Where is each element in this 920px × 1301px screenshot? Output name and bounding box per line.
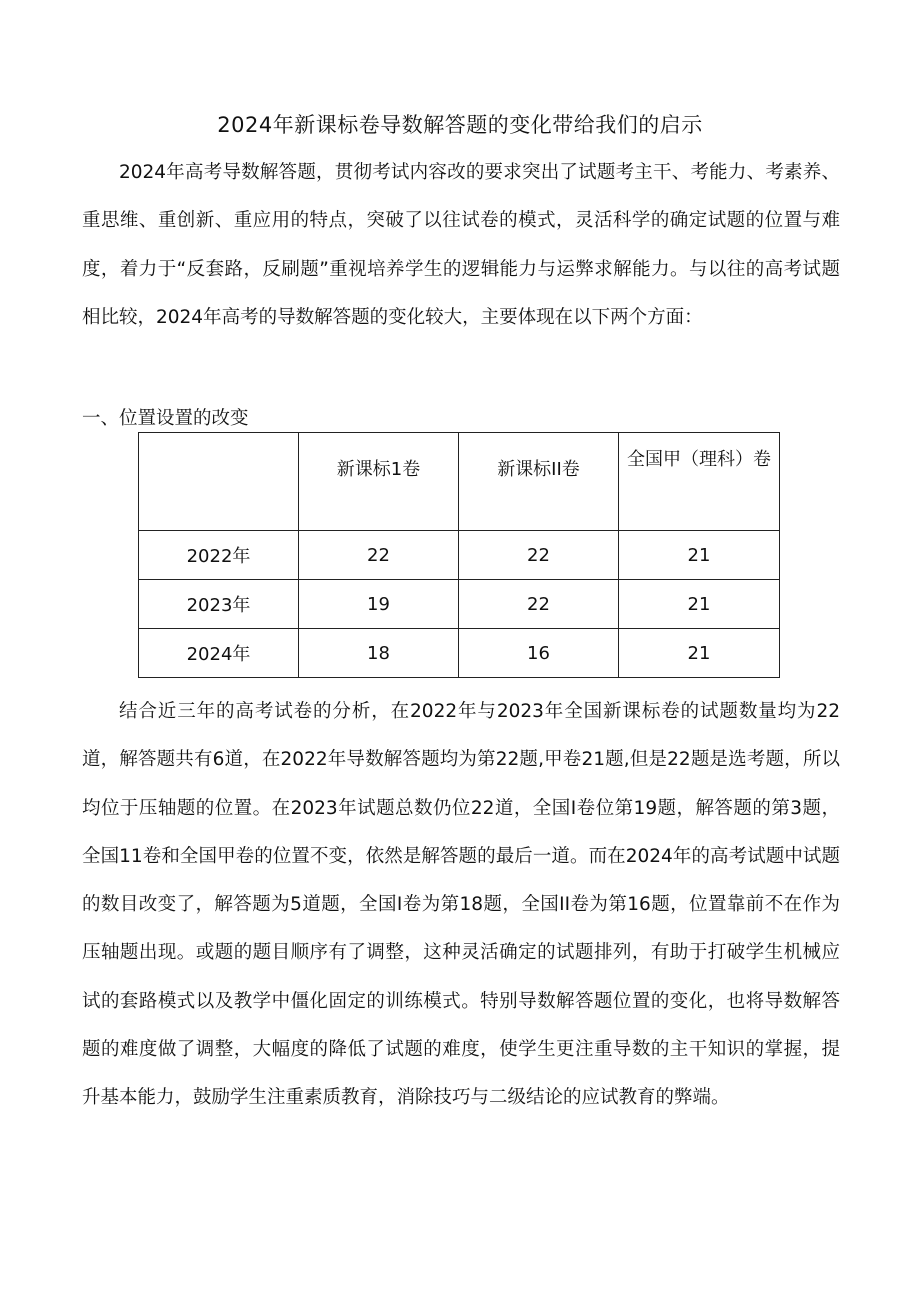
table-cell: 21 (619, 531, 780, 580)
table-cell: 22 (299, 531, 459, 580)
section-heading: 一、位置设置的改变 (82, 408, 249, 429)
table-cell: 21 (619, 629, 780, 678)
table-header-cell: 新课标II卷 (459, 433, 619, 531)
table-header-cell-empty (139, 433, 299, 531)
table-row-year: 2022年 (139, 531, 299, 580)
table-cell: 22 (459, 580, 619, 629)
table-row (139, 580, 780, 629)
table-row-year: 2023年 (139, 580, 299, 629)
table-header-cell: 新课标1卷 (299, 433, 459, 531)
table-cell: 18 (299, 629, 459, 678)
table-cell: 19 (299, 580, 459, 629)
intro-paragraph: 2024年高考导数解答题，贯彻考试内容改的要求突出了试题考主干、考能力、考素养、重思维、重创新、重应用的特点，突破了以往试卷的模式，灵活科学的确定试题的位置与难度，着力于“反套路，反刷题”重视培养学生的逻辑能力与运弊求解能力。与以往的高考试题相比较，2024年高考的导数解答题的变化较大，主要体现在以下两个方面： (82, 162, 840, 328)
table-cell: 16 (459, 629, 619, 678)
table-cell: 21 (619, 580, 780, 629)
table-row (139, 531, 780, 580)
table-row-year: 2024年 (139, 629, 299, 678)
analysis-paragraph: 结合近三年的高考试卷的分析，在2022年与2023年全国新课标卷的试题数量均为22道，解答题共有6道，在2022年导数解答题均为第22题,甲卷21题,但是22题是选考题，所以均位于压轴题的位置。在2023年试题总数仍位22道，全国I卷位第19题，解答题的第3题，全国11卷和全国甲卷的位置不变，依然是解答题的最后一道。而在2024年的高考试题中试题的数目改变了，解答题为5道题，全国I卷为第18题，全国II卷为第16题，位置靠前不在作为压轴题出现。或题的题目顺序有了调整，这种灵活确定的试题排列，有助于打破学生机械应试的套路模式以及教学中僵化固定的训练模式。特别导数解答题位置的变化，也将导数解答题的难度做了调整，大幅度的降低了试题的难度，使学生更注重导数的主干知识的掌握，提升基本能力，鼓励学生注重素质教育，消除技巧与二级结论的应试教育的弊端。 (82, 701, 840, 1109)
question-position-table (138, 432, 780, 678)
table-row (139, 629, 780, 678)
table-header-row (139, 433, 780, 531)
document-title: 2024年新课标卷导数解答题的变化带给我们的启示 (217, 113, 703, 137)
table-header-cell: 全国甲（理科）卷 (619, 433, 780, 531)
table-cell: 22 (459, 531, 619, 580)
